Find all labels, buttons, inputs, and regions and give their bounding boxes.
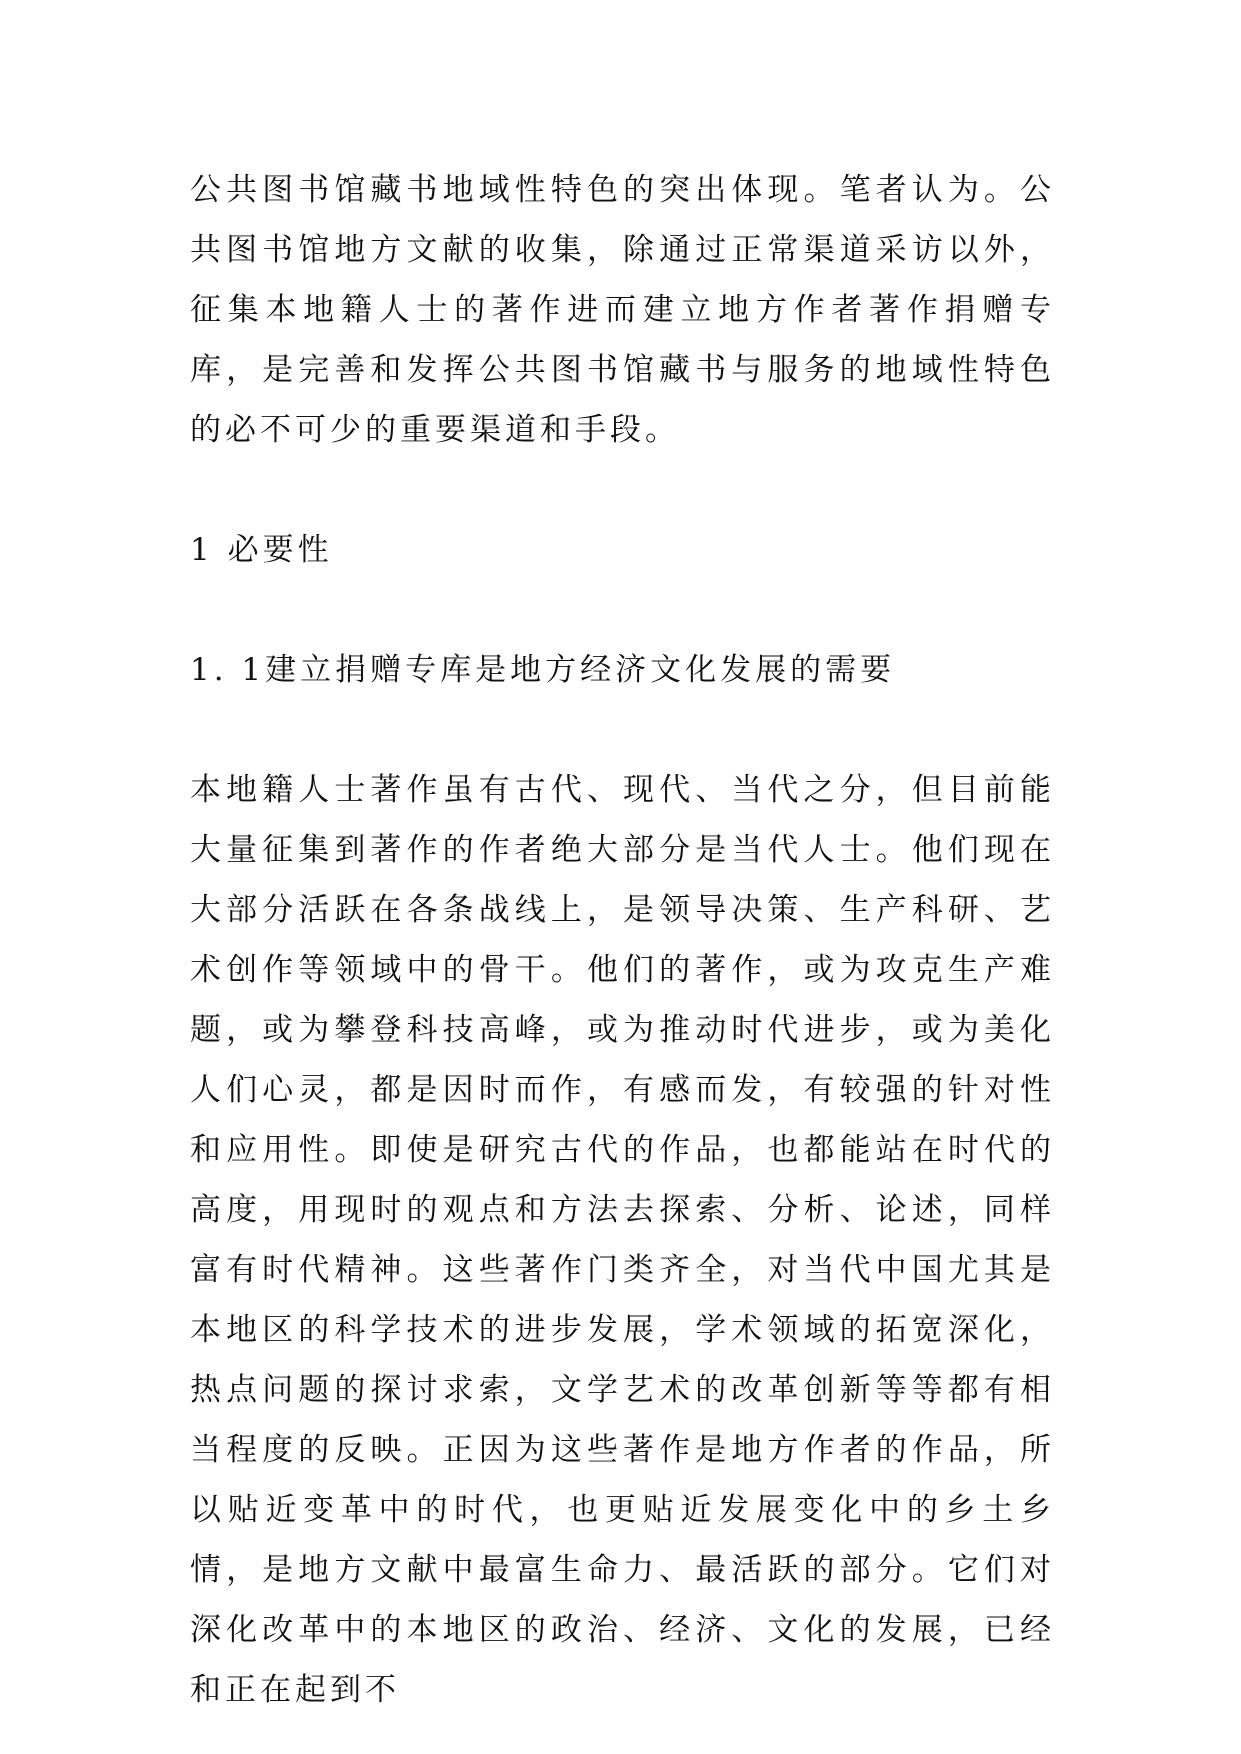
document-body	[190, 160, 1055, 1720]
paragraph-intro: 公共图书馆藏书地域性特色的突出体现。笔者认为。公共图书馆地方文献的收集，除通过正常渠道采访以外，征集本地籍人士的著作进而建立地方作者著作捐赠专库，是完善和发挥公共图书馆藏书与服务的地域性特色的必不可少的重要渠道和手段。	[190, 172, 1055, 448]
paragraph-body: 本地籍人士著作虽有古代、现代、当代之分，但目前能大量征集到著作的作者绝大部分是当代人士。他们现在大部分活跃在各条战线上，是领导决策、生产科研、艺术创作等领域中的骨干。他们的著作，或为攻克生产难题，或为攀登科技高峰，或为推动时代进步，或为美化人们心灵，都是因时而作，有感而发，有较强的针对性和应用性。即使是研究古代的作品，也都能站在时代的高度，用现时的观点和方法去探索、分析、论述，同样富有时代精神。这些著作门类齐全，对当代中国尤其是本地区的科学技术的进步发展，学术领域的拓宽深化，热点问题的探讨求索，文学艺术的改革创新等等都有相当程度的反映。正因为这些著作是地方作者的作品，所以贴近变革中的时代，也更贴近发展变化中的乡土乡情，是地方文献中最富生命力、最活跃的部分。它们对深化改革中的本地区的政治、经济、文化的发展，已经和正在起到不	[190, 772, 1055, 1708]
section-heading-necessity: 1 必要性	[190, 532, 333, 568]
subsection-heading-1-1: 1. 1建立捐赠专库是地方经济文化发展的需要	[190, 652, 896, 688]
